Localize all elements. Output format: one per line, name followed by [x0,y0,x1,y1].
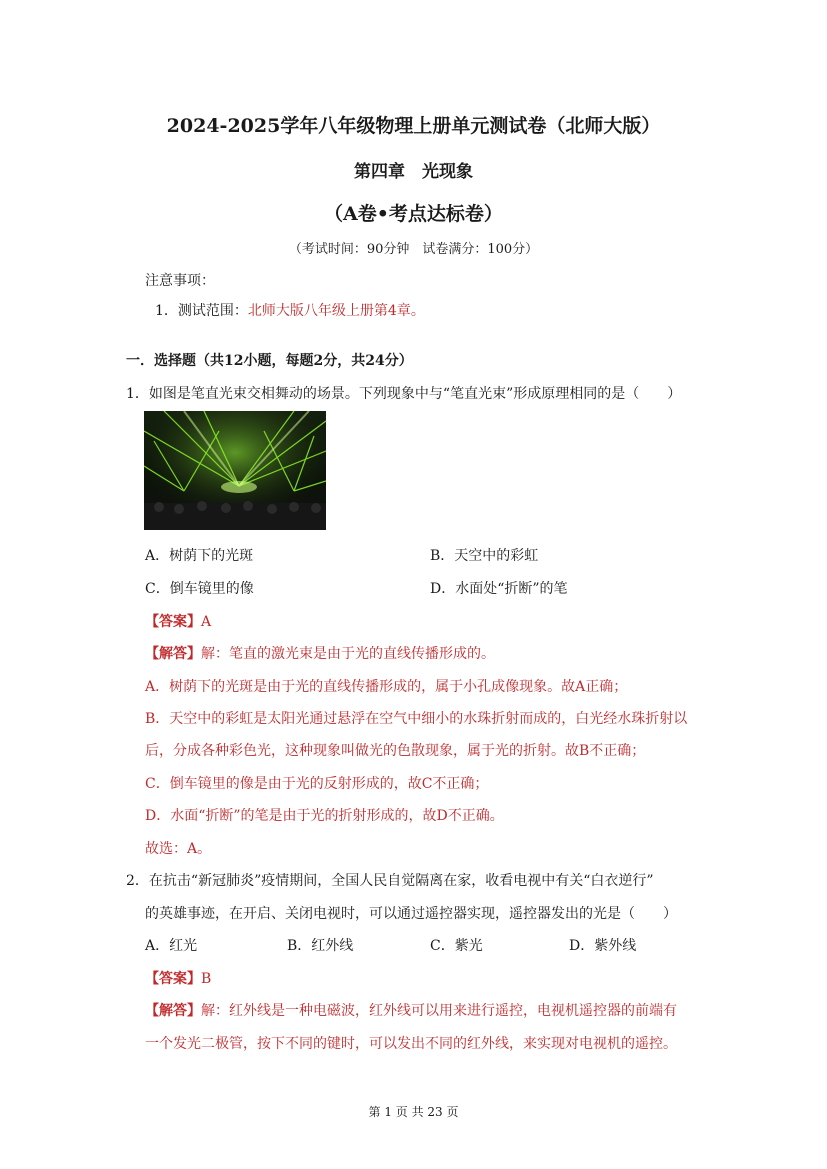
q2-explain-label: 【解答】 [145,1003,201,1019]
notes-heading: 注意事项： [145,273,215,289]
q2-stem-line-2: 的英雄事迹，在开启、关闭电视时，可以通过遥控器实现，遥控器发出的光是（ ） [145,906,677,922]
q1-option-a: A．树荫下的光斑 [145,548,254,564]
doc-title: 2024-2025学年八年级物理上册单元测试卷（北师大版） [166,115,661,137]
volume-title: （A卷•考点达标卷） [324,203,503,225]
q1-answer [145,611,211,631]
q2-explanation-line-1 [145,1000,677,1020]
laser-show-icon [144,411,326,530]
notes-item-1-scope: 北师大版八年级上册第4章。 [247,303,425,319]
chapter-title: 第四章 光现象 [354,162,473,182]
exam-info: （考试时间：90分钟 试卷满分：100分） [288,242,539,257]
q1-option-d: D．水面处“折断”的笔 [430,581,568,597]
q2-option-b: B．红外线 [287,938,354,954]
page-footer: 第 1 页 共 23 页 [368,1105,459,1119]
q1-explanation-line-5: C．倒车镜里的像是由于光的反射形成的，故C不正确； [145,776,489,792]
q2-option-c: C．紫光 [430,938,483,954]
q1-answer-label: 【答案】 [145,614,201,630]
q1-conclusion: 故选：A。 [145,841,212,857]
q2-explanation-line-2: 一个发光二极管，按下不同的键时，可以发出不同的红外线，来实现对电视机的遥控。 [145,1036,677,1052]
q2-answer-label: 【答案】 [145,971,201,987]
q1-explanation-line-6: D．水面“折断”的笔是由于光的折射形成的，故D不正确。 [145,808,504,824]
q1-explanation-line-3: B．天空中的彩虹是太阳光通过悬浮在空气中细小的水珠折射而成的，白光经水珠折射以 [145,711,688,727]
q1-explain-label: 【解答】 [145,646,201,662]
q2-answer-value: B [201,971,212,987]
q2-answer [145,968,211,988]
q1-answer-value: A [201,614,212,630]
section-heading: 一．选择题（共12小题，每题2分，共24分） [126,353,413,369]
q2-option-a: A．红光 [145,938,198,954]
q1-explanation-line-2: A．树荫下的光斑是由于光的直线传播形成的，属于小孔成像现象。故A正确； [145,679,628,695]
q1-explain-text-1: 解：笔直的激光束是由于光的直线传播形成的。 [201,646,495,662]
laser-show-photo [144,411,326,530]
q2-stem-line-1: 2．在抗击“新冠肺炎”疫情期间，全国人民自觉隔离在家，收看电视中有关“白衣逆行” [126,873,654,889]
q2-explain-text-1: 解：红外线是一种电磁波，红外线可以用来进行遥控，电视机遥控器的前端有 [201,1003,677,1019]
q2-option-d: D．紫外线 [569,938,637,954]
q1-explanation-line-1 [145,643,495,663]
notes-item-1-prefix: 1．测试范围： [155,303,248,319]
q1-option-b: B．天空中的彩虹 [430,548,539,564]
q1-explanation-line-4: 后，分成各种彩色光，这种现象叫做光的色散现象，属于光的折射。故B不正确； [145,743,646,759]
q1-stem: 1．如图是笔直光束交相舞动的场景。下列现象中与“笔直光束”形成原理相同的是（ ） [126,386,682,402]
q1-option-c: C．倒车镜里的像 [145,581,254,597]
notes-item-1 [155,300,425,320]
